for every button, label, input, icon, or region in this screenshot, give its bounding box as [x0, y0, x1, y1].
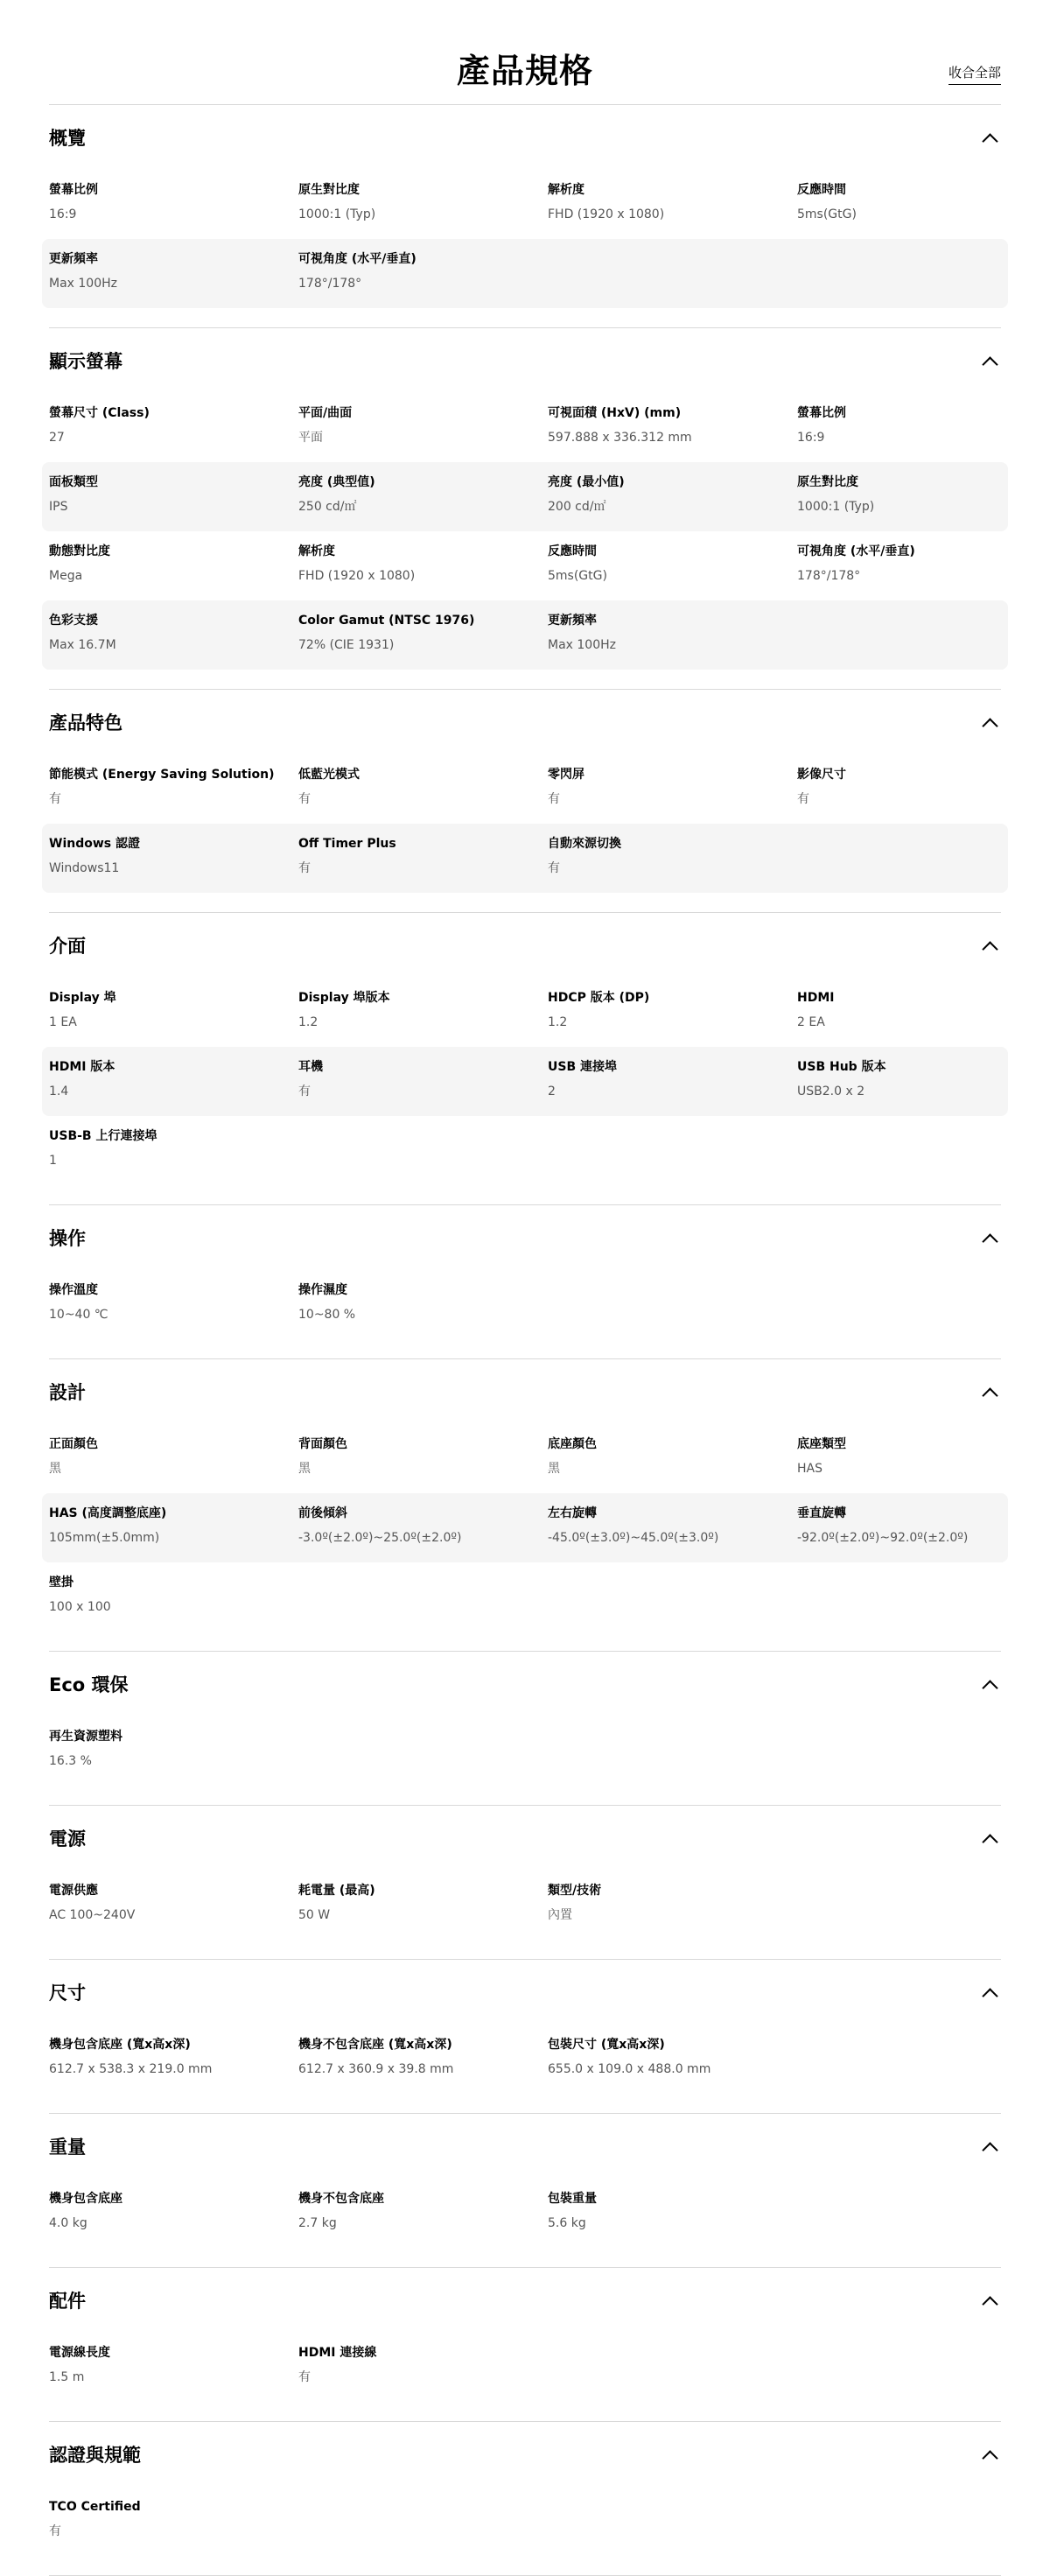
section-title: 認證與規範 [49, 2445, 141, 2466]
spec-section [49, 2114, 1001, 2268]
spec-label: 底座類型 [797, 1437, 846, 1451]
spec-row [42, 1424, 1008, 1493]
chevron-up-icon[interactable] [982, 718, 998, 733]
chevron-up-icon[interactable] [982, 1233, 998, 1249]
spec-row [42, 978, 1008, 1047]
spec-item [49, 179, 298, 228]
spec-value: 有 [298, 861, 311, 875]
spec-label: Windows 認證 [49, 837, 140, 851]
spec-label: 操作濕度 [298, 1283, 347, 1297]
spec-item [548, 1880, 797, 1929]
section-header[interactable] [49, 1359, 1001, 1424]
spec-row [42, 2025, 1008, 2094]
spec-value: AC 100~240V [49, 1908, 136, 1922]
section-title: 顯示螢幕 [49, 351, 122, 372]
spec-value: 178°/178° [298, 277, 362, 291]
spec-sections [42, 105, 1008, 2576]
section-title: Eco 環保 [49, 1674, 129, 1695]
spec-value: 有 [548, 792, 560, 806]
spec-label: 操作溫度 [49, 1283, 98, 1297]
spec-item [49, 2342, 298, 2391]
spec-label: HDMI 版本 [49, 1060, 116, 1074]
spec-section [49, 690, 1001, 913]
spec-label: 原生對比度 [298, 183, 360, 197]
spec-item [49, 1056, 298, 1106]
spec-value: 有 [797, 792, 809, 806]
section-title: 產品特色 [49, 712, 122, 733]
spec-item [548, 764, 797, 813]
spec-item [49, 1880, 298, 1929]
spec-label: 垂直旋轉 [797, 1506, 846, 1520]
spec-label: 背面顏色 [298, 1437, 347, 1451]
spec-row [42, 824, 1008, 893]
spec-item [298, 179, 548, 228]
spec-item [298, 2342, 548, 2391]
spec-label: 可視面積 (HxV) (mm) [548, 406, 682, 420]
spec-label: 機身不包含底座 [298, 2192, 384, 2206]
spec-row [42, 239, 1008, 308]
spec-label: HDCP 版本 (DP) [548, 991, 650, 1005]
spec-value: Max 100Hz [548, 638, 616, 652]
spec-value: 250 cd/㎡ [298, 500, 357, 514]
spec-item [548, 1434, 797, 1483]
spec-label: Off Timer Plus [298, 837, 396, 851]
spec-row [42, 1047, 1008, 1116]
spec-label: 壁掛 [49, 1576, 74, 1590]
spec-value: FHD (1920 x 1080) [298, 569, 416, 583]
spec-value: 1.4 [49, 1084, 69, 1098]
spec-value: 黑 [548, 1462, 560, 1476]
spec-item [797, 1056, 1046, 1106]
spec-row [42, 1493, 1008, 1562]
spec-item [548, 472, 797, 521]
chevron-up-icon[interactable] [982, 133, 998, 149]
spec-row [42, 531, 1008, 600]
spec-item [49, 2496, 298, 2545]
section-title: 概覽 [49, 128, 86, 149]
spec-value: 2.7 kg [298, 2216, 337, 2230]
spec-item [49, 1572, 298, 1621]
chevron-up-icon[interactable] [982, 2450, 998, 2466]
section-header[interactable] [49, 1652, 1001, 1716]
spec-value: 黑 [298, 1462, 311, 1476]
spec-section [49, 2268, 1001, 2422]
spec-item [548, 403, 797, 452]
section-title: 設計 [49, 1382, 86, 1403]
spec-value: IPS [49, 500, 68, 514]
spec-label: HDMI 連接線 [298, 2346, 377, 2360]
spec-item [548, 541, 797, 590]
spec-item [797, 1503, 1046, 1552]
spec-value: 1 EA [49, 1015, 77, 1029]
spec-value: -45.0º(±3.0º)~45.0º(±3.0º) [548, 1531, 719, 1545]
spec-item [548, 179, 797, 228]
spec-label: 更新頻率 [548, 614, 597, 628]
section-header[interactable] [49, 328, 1001, 393]
spec-section [49, 105, 1001, 328]
spec-row [42, 170, 1008, 239]
section-title: 重量 [49, 2137, 86, 2158]
spec-label: 前後傾斜 [298, 1506, 347, 1520]
spec-item [49, 1280, 298, 1329]
spec-item [298, 833, 548, 882]
spec-item [298, 764, 548, 813]
chevron-up-icon[interactable] [982, 1680, 998, 1695]
spec-label: 螢幕尺寸 (Class) [49, 406, 150, 420]
spec-label: 底座顏色 [548, 1437, 597, 1451]
spec-item [548, 987, 797, 1036]
spec-value: 10~40 ℃ [49, 1308, 108, 1322]
spec-item [298, 2034, 548, 2083]
spec-value: 655.0 x 109.0 x 488.0 mm [548, 2062, 711, 2076]
spec-label: USB 連接埠 [548, 1060, 617, 1074]
collapse-all-button[interactable]: 收合全部 [948, 63, 1001, 85]
spec-label: Display 埠版本 [298, 991, 390, 1005]
spec-section [49, 1205, 1001, 1359]
section-title: 配件 [49, 2291, 86, 2312]
spec-label: 亮度 (最小值) [548, 475, 625, 489]
spec-value: 平面 [298, 431, 323, 445]
spec-label: Display 埠 [49, 991, 116, 1005]
spec-value: 178°/178° [797, 569, 861, 583]
spec-value: 2 EA [797, 1015, 825, 1029]
spec-value: 100 x 100 [49, 1600, 111, 1614]
spec-row [42, 1871, 1008, 1940]
section-header[interactable] [49, 1960, 1001, 2025]
spec-value: Max 100Hz [49, 277, 117, 291]
spec-item [548, 1056, 797, 1106]
spec-row [42, 393, 1008, 462]
spec-item [49, 1726, 298, 1775]
spec-value: 612.7 x 538.3 x 219.0 mm [49, 2062, 213, 2076]
spec-item [49, 249, 298, 298]
spec-label: 自動來源切換 [548, 837, 621, 851]
spec-item [49, 472, 298, 521]
spec-value: 16:9 [49, 207, 77, 221]
spec-label: 低藍光模式 [298, 768, 360, 782]
spec-value: 200 cd/㎡ [548, 500, 606, 514]
spec-value: 1.2 [548, 1015, 568, 1029]
spec-label: 更新頻率 [49, 252, 98, 266]
spec-label: 正面顏色 [49, 1437, 98, 1451]
chevron-up-icon[interactable] [982, 2296, 998, 2312]
spec-value: 2 [548, 1084, 556, 1098]
spec-label: 可視角度 (水平/垂直) [797, 544, 915, 558]
spec-item [49, 1434, 298, 1483]
spec-item [49, 1126, 298, 1175]
spec-row [42, 1562, 1008, 1632]
spec-item [797, 1434, 1046, 1483]
spec-value: 72% (CIE 1931) [298, 638, 395, 652]
spec-value: 有 [49, 792, 61, 806]
spec-item [797, 403, 1046, 452]
spec-value: 597.888 x 336.312 mm [548, 431, 692, 445]
section-header[interactable] [49, 1806, 1001, 1871]
spec-label: 電源供應 [49, 1884, 98, 1898]
section-header[interactable] [49, 2268, 1001, 2333]
spec-label: 面板類型 [49, 475, 98, 489]
spec-value: 1.5 m [49, 2370, 85, 2384]
spec-label: 色彩支援 [49, 614, 98, 628]
section-header[interactable] [49, 1205, 1001, 1270]
spec-value: 5ms(GtG) [548, 569, 607, 583]
spec-row [42, 755, 1008, 824]
spec-item [49, 403, 298, 452]
spec-value: 有 [298, 2370, 311, 2384]
spec-label: 左右旋轉 [548, 1506, 597, 1520]
spec-section [49, 913, 1001, 1205]
spec-item [797, 764, 1046, 813]
spec-row [42, 600, 1008, 670]
section-title: 尺寸 [49, 1983, 86, 2004]
spec-item [49, 610, 298, 659]
spec-label: HAS (高度調整底座) [49, 1506, 167, 1520]
spec-item [298, 1880, 548, 1929]
spec-section [49, 2422, 1001, 2576]
spec-value: Max 16.7M [49, 638, 116, 652]
section-header[interactable] [49, 2114, 1001, 2179]
spec-item [49, 541, 298, 590]
section-title: 介面 [49, 936, 86, 957]
spec-label: 解析度 [298, 544, 335, 558]
spec-row [42, 2487, 1008, 2556]
spec-row [42, 2333, 1008, 2402]
spec-value: 黑 [49, 1462, 61, 1476]
spec-label: 包裝重量 [548, 2192, 597, 2206]
spec-value: 1.2 [298, 1015, 318, 1029]
spec-label: 動態對比度 [49, 544, 110, 558]
spec-label: 零閃屏 [548, 768, 584, 782]
section-header[interactable] [49, 690, 1001, 755]
spec-label: 螢幕比例 [49, 183, 98, 197]
spec-value: 5ms(GtG) [797, 207, 857, 221]
spec-label: 機身包含底座 (寬x高x深) [49, 2038, 191, 2052]
spec-item [298, 1280, 548, 1329]
spec-section [49, 1652, 1001, 1806]
spec-section [49, 328, 1001, 690]
spec-section [49, 1806, 1001, 1960]
spec-item [298, 472, 548, 521]
spec-value: 10~80 % [298, 1308, 356, 1322]
spec-item [548, 833, 797, 882]
spec-label: 亮度 (典型值) [298, 475, 375, 489]
spec-label: 平面/曲面 [298, 406, 353, 420]
spec-item [49, 833, 298, 882]
chevron-up-icon[interactable] [982, 356, 998, 372]
section-header[interactable] [49, 913, 1001, 978]
spec-value: 1000:1 (Typ) [797, 500, 875, 514]
spec-item [49, 2188, 298, 2237]
spec-item [298, 541, 548, 590]
spec-value: 16.3 % [49, 1754, 92, 1768]
spec-item [797, 541, 1046, 590]
spec-item [797, 472, 1046, 521]
section-header[interactable] [49, 105, 1001, 170]
spec-label: 解析度 [548, 183, 584, 197]
spec-item [298, 1056, 548, 1106]
chevron-up-icon[interactable] [982, 1988, 998, 2004]
chevron-up-icon[interactable] [982, 1834, 998, 1850]
section-title: 操作 [49, 1228, 86, 1249]
spec-item [298, 403, 548, 452]
chevron-up-icon[interactable] [982, 941, 998, 957]
spec-item [797, 179, 1046, 228]
spec-value: FHD (1920 x 1080) [548, 207, 665, 221]
spec-item [298, 249, 548, 298]
spec-label: USB Hub 版本 [797, 1060, 886, 1074]
spec-label: 節能模式 (Energy Saving Solution) [49, 768, 275, 782]
section-header[interactable] [49, 2422, 1001, 2487]
spec-value: 105mm(±5.0mm) [49, 1531, 160, 1545]
spec-item [49, 764, 298, 813]
spec-row [42, 1270, 1008, 1339]
spec-value: Windows11 [49, 861, 120, 875]
spec-section [49, 1960, 1001, 2114]
spec-item [548, 1503, 797, 1552]
spec-value: 16:9 [797, 431, 825, 445]
spec-label: 類型/技術 [548, 1884, 602, 1898]
spec-row [42, 1116, 1008, 1185]
spec-value: 612.7 x 360.9 x 39.8 mm [298, 2062, 454, 2076]
spec-value: Mega [49, 569, 83, 583]
spec-value: -92.0º(±2.0º)~92.0º(±2.0º) [797, 1531, 969, 1545]
spec-value: HAS [797, 1462, 822, 1476]
spec-label: HDMI [797, 991, 835, 1005]
spec-item [49, 987, 298, 1036]
spec-row [42, 2179, 1008, 2248]
section-title: 電源 [49, 1828, 86, 1850]
spec-item [298, 1503, 548, 1552]
spec-item [298, 987, 548, 1036]
spec-row [42, 1716, 1008, 1786]
spec-label: 機身不包含底座 (寬x高x深) [298, 2038, 452, 2052]
spec-label: USB-B 上行連接埠 [49, 1129, 158, 1143]
spec-value: 4.0 kg [49, 2216, 88, 2230]
spec-value: 1 [49, 1154, 57, 1168]
spec-item [298, 610, 548, 659]
spec-item [548, 610, 797, 659]
spec-item [548, 2034, 797, 2083]
spec-value: 內置 [548, 1908, 572, 1922]
spec-label: 原生對比度 [797, 475, 858, 489]
spec-value: 有 [298, 1084, 311, 1098]
spec-value: 27 [49, 431, 65, 445]
spec-value: 有 [548, 861, 560, 875]
spec-item [298, 1434, 548, 1483]
spec-item [49, 1503, 298, 1552]
spec-label: 耗電量 (最高) [298, 1884, 375, 1898]
spec-label: Color Gamut (NTSC 1976) [298, 614, 475, 628]
spec-value: -3.0º(±2.0º)~25.0º(±2.0º) [298, 1531, 462, 1545]
spec-value: 有 [298, 792, 311, 806]
spec-label: 包裝尺寸 (寬x高x深) [548, 2038, 665, 2052]
spec-item [548, 2188, 797, 2237]
spec-label: 電源線長度 [49, 2346, 110, 2360]
spec-item [797, 987, 1046, 1036]
page-title: 產品規格 [456, 52, 593, 90]
spec-value: USB2.0 x 2 [797, 1084, 865, 1098]
spec-label: 可視角度 (水平/垂直) [298, 252, 416, 266]
spec-label: 耳機 [298, 1060, 323, 1074]
spec-section [49, 1359, 1001, 1652]
spec-label: 機身包含底座 [49, 2192, 122, 2206]
spec-value: 50 W [298, 1908, 331, 1922]
spec-label: TCO Certified [49, 2500, 141, 2514]
spec-label: 反應時間 [548, 544, 597, 558]
chevron-up-icon[interactable] [982, 1387, 998, 1403]
spec-value: 5.6 kg [548, 2216, 586, 2230]
spec-item [298, 2188, 548, 2237]
spec-label: 螢幕比例 [797, 406, 846, 420]
spec-value: 1000:1 (Typ) [298, 207, 376, 221]
spec-label: 影像尺寸 [797, 768, 846, 782]
spec-label: 再生資源塑料 [49, 1730, 122, 1744]
spec-row [42, 462, 1008, 531]
page-header [49, 0, 1001, 105]
chevron-up-icon[interactable] [982, 2142, 998, 2158]
spec-item [49, 2034, 298, 2083]
spec-value: 有 [49, 2524, 61, 2538]
spec-label: 反應時間 [797, 183, 846, 197]
